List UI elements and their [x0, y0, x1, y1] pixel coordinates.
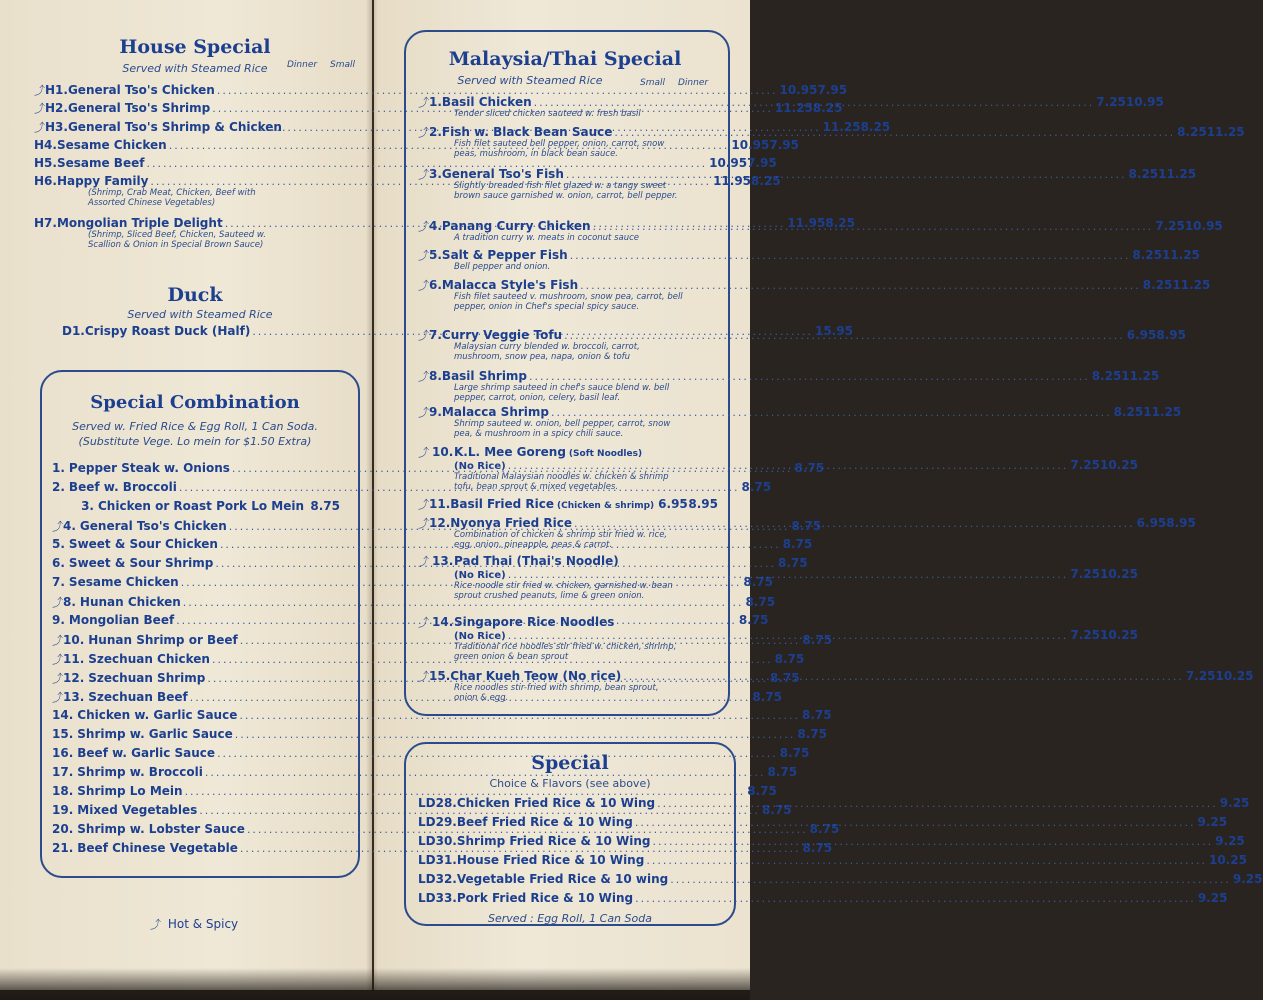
item-price: 8.75: [791, 519, 822, 533]
malaysia-thai-subtitle: Served with Steamed Rice: [457, 74, 603, 87]
item-name: Hunan Chicken: [79, 595, 181, 609]
chili-pepper-icon: ⤴: [418, 616, 429, 629]
item-tag: (Soft Noodles): [568, 449, 643, 459]
special-footer: Served : Egg Roll, 1 Can Soda: [488, 912, 652, 925]
item-name: Happy Family: [56, 174, 149, 188]
item-price: 8.75: [777, 556, 808, 570]
leader-dots: [508, 629, 1069, 642]
item-name: Shrimp w. Lobster Sauce: [77, 822, 245, 836]
chili-pepper-icon: ⤴: [418, 370, 429, 383]
thai-item-6[interactable]: [418, 277, 1211, 293]
thai-item-8[interactable]: [418, 368, 1160, 384]
item-name: Crispy Roast Duck (Half): [84, 324, 251, 338]
item-code: H7.: [34, 216, 57, 230]
item-price-dinner: 10.95: [779, 83, 818, 97]
item-name: Shrimp w. Broccoli: [77, 765, 203, 779]
item-name: General Tso's Chicken: [67, 83, 215, 97]
item-price-small: 8.25: [1132, 248, 1162, 262]
combo-item-17[interactable]: [52, 765, 798, 779]
combo-item-14[interactable]: [52, 708, 832, 722]
item-code: 11.: [429, 497, 451, 511]
item-code: 3.: [429, 167, 442, 181]
mt-col-small: Small: [640, 78, 665, 88]
chili-pepper-icon: ⤴: [52, 520, 63, 533]
leader-dots: [566, 168, 1127, 181]
item-price-dinner: 11.25: [1158, 167, 1197, 181]
item-name: Mongolian Triple Delight: [56, 216, 223, 230]
item-name: Mixed Vegetables: [77, 803, 198, 817]
item-name: Salt & Pepper Fish: [441, 248, 568, 262]
leader-dots: [564, 329, 1125, 342]
special-item-ld32[interactable]: [418, 872, 1263, 886]
item-extra: (No Rice): [454, 570, 506, 581]
item-name: Sweet & Sour Shrimp: [68, 556, 214, 570]
item-price: 9.25: [1197, 891, 1228, 905]
item-price: 8.75: [738, 613, 769, 627]
item-code: LD31.: [418, 853, 457, 867]
item-code: H3.: [45, 120, 68, 134]
item-name: Hunan Shrimp or Beef: [88, 633, 238, 647]
legend-label: Hot & Spicy: [167, 917, 239, 931]
chili-pepper-icon: ⤴: [418, 126, 429, 139]
item-name: Pad Thai (Thai's Noodle): [454, 554, 619, 568]
item-description: Traditional rice noodles stir fried w. chicken, shrimp, green onion & bean sprout: [454, 642, 677, 662]
chili-pepper-icon: ⤴: [418, 329, 429, 342]
item-name: Beef w. Garlic Sauce: [77, 746, 216, 760]
item-price: 15.95: [814, 324, 853, 338]
chili-pepper-icon: ⤴: [34, 102, 45, 115]
item-code: 13.: [63, 690, 85, 704]
item-name: Beef Fried Rice & 10 Wing: [456, 815, 633, 829]
item-description: Fish filet sauteed bell pepper, onion, carrot, snow peas, mushroom, in black bean sauce.: [454, 139, 665, 159]
item-name: Char Kueh Teow (No rice): [450, 669, 622, 683]
item-price-small: 8.25: [1128, 167, 1159, 181]
leader-dots: [574, 517, 1135, 530]
chili-pepper-icon: ⤴: [418, 670, 429, 683]
item-description: Slightly breaded fish filet glazed w. a tangy sweet brown sauce garnished w. onion, carrot, bell pepper.: [454, 181, 678, 201]
item-price-small: 8.25: [1091, 369, 1122, 383]
item-code: 1.: [429, 95, 442, 109]
special-item-ld33[interactable]: [418, 891, 1228, 905]
item-description: Large shrimp sauteed in chef's sauce blend w. bell pepper, carrot, onion, celery, basil leaf.: [454, 383, 670, 403]
duck-subtitle: Served with Steamed Rice: [127, 308, 273, 321]
chili-pepper-icon: ⤴: [418, 498, 429, 511]
item-name: Sesame Chicken: [56, 138, 167, 152]
item-name: Malacca Style's Fish: [441, 278, 579, 292]
leader-dots: [534, 96, 1095, 109]
item-price-dinner: 8.95: [1166, 516, 1196, 530]
item-code: H2.: [45, 101, 68, 115]
item-code: 5.: [429, 248, 442, 262]
item-extra: (No Rice): [454, 631, 506, 642]
item-name: Shrimp Lo Mein: [77, 784, 183, 798]
thai-item-11[interactable]: [418, 496, 718, 512]
combo-item-3[interactable]: [52, 499, 340, 513]
item-code: LD28.: [418, 796, 457, 810]
chili-pepper-icon: ⤴: [52, 634, 63, 647]
item-price: 8.75: [779, 746, 810, 760]
item-price: 10.25: [1208, 853, 1247, 867]
item-price-dinner: 11.25: [1161, 248, 1200, 262]
item-price: 8.75: [741, 480, 772, 494]
leader-dots: [635, 816, 1196, 829]
leader-dots: [508, 459, 1069, 472]
item-name: Sesame Beef: [56, 156, 145, 170]
item-description: Bell pepper and onion.: [454, 262, 551, 272]
item-price-small: 8.25: [751, 174, 781, 188]
item-name: General Tso's Shrimp & Chicken: [67, 120, 282, 134]
thai-item-9[interactable]: [418, 404, 1182, 420]
item-price-dinner: 10.95: [1125, 95, 1164, 109]
item-price-small: 8.25: [860, 120, 891, 134]
item-price-dinner: 10.25: [1099, 628, 1138, 642]
combo-item-15[interactable]: [52, 727, 827, 741]
item-code: LD33.: [418, 891, 457, 905]
item-code: 3.: [81, 499, 94, 513]
item-price: 8.75: [809, 822, 840, 836]
leader-dots: [614, 126, 1175, 139]
item-code: 6.: [429, 278, 442, 292]
item-name: K.L. Mee Goreng: [454, 445, 566, 459]
item-description: (Shrimp, Sliced Beef, Chicken, Sauteed w. Scallion & Onion in Special Brown Sauce): [88, 230, 266, 250]
item-code: 17.: [52, 765, 74, 779]
item-price: 8.75: [745, 595, 776, 609]
item-price: 8.75: [761, 803, 792, 817]
item-price-small: 8.25: [1177, 125, 1207, 139]
item-price: 9.25: [1215, 834, 1245, 848]
item-price-small: 8.25: [1142, 278, 1173, 292]
menu-item-h5[interactable]: [34, 156, 777, 170]
hot-spicy-legend: [150, 916, 238, 932]
item-price-dinner: 11.25: [1121, 369, 1160, 383]
item-price-dinner: 8.95: [688, 497, 718, 511]
item-price-small: 7.95: [747, 156, 777, 170]
chili-pepper-icon: ⤴: [418, 406, 429, 419]
item-price: 8.75: [767, 765, 798, 779]
item-name: Malacca Shrimp: [441, 405, 549, 419]
item-price-dinner: 11.95: [787, 216, 826, 230]
combo-subtitle-2: (Substitute Vege. Lo mein for $1.50 Extra): [78, 435, 312, 448]
item-price: 8.75: [774, 652, 805, 666]
item-price-dinner: 10.95: [1184, 219, 1223, 233]
thai-item-2[interactable]: [418, 124, 1245, 140]
special-title: Special: [531, 752, 609, 774]
item-description: Tender sliced chicken sauteed w. fresh basil: [454, 109, 641, 119]
chili-pepper-icon: ⤴: [418, 220, 429, 233]
house-special-subtitle: Served with Steamed Rice: [122, 62, 268, 75]
item-description: Malaysian curry blended w. broccoli, carrot, mushroom, snow pea, napa, onion & tofu: [454, 342, 640, 362]
item-price-small: 6.95: [1126, 328, 1157, 342]
chili-pepper-icon: ⤴: [34, 121, 45, 134]
item-price-dinner: 11.25: [1206, 125, 1245, 139]
item-price-small: 7.25: [1096, 95, 1126, 109]
item-price-small: 7.95: [817, 83, 848, 97]
item-description: Combination of chicken & shrimp stir fried w. rice, egg, onion, pineapple, peas & carrot.: [454, 530, 668, 550]
item-name: Curry Veggie Tofu: [441, 328, 563, 342]
item-price: 8.75: [747, 784, 777, 798]
item-description: Fish filet sauteed v. mushroom, snow pea, carrot, bell pepper, onion in Chef's special spicy sauce.: [454, 292, 683, 312]
item-price-small: 7.25: [1070, 567, 1100, 581]
combo-item-8[interactable]: [52, 594, 776, 610]
leader-dots: [508, 568, 1069, 581]
item-name: Pepper Steak w. Onions: [68, 461, 230, 475]
item-price-dinner: 10.95: [709, 156, 748, 170]
item-code: 14.: [432, 615, 454, 629]
leader-dots: [580, 279, 1141, 292]
item-name: Szechuan Shrimp: [88, 671, 206, 685]
item-price-dinner: 11.25: [774, 101, 813, 115]
item-code: 13.: [432, 554, 454, 568]
item-name: Shrimp w. Garlic Sauce: [77, 727, 233, 741]
item-code: 5.: [52, 537, 65, 551]
item-name: Chicken or Roast Pork Lo Mein: [98, 499, 304, 513]
item-name: Basil Chicken: [441, 95, 532, 109]
item-price-small: 7.25: [1070, 628, 1100, 642]
item-extra: (No Rice): [454, 461, 506, 472]
leader-dots: [570, 249, 1131, 262]
combo-subtitle-1: Served w. Fried Rice & Egg Roll, 1 Can Soda.: [72, 420, 318, 433]
item-name: Fish w. Black Bean Sauce: [441, 125, 613, 139]
item-price-small: 8.25: [812, 101, 843, 115]
item-code: 14.: [52, 708, 74, 722]
thai-item-5[interactable]: [418, 247, 1200, 263]
item-code: 12.: [429, 516, 451, 530]
chili-pepper-icon: ⤴: [418, 555, 429, 568]
item-description: Shrimp sauteed w. onion, bell pepper, carrot, snow pea, & mushroom in a spicy chili sauce.: [454, 419, 671, 439]
item-code: 10.: [432, 445, 454, 459]
item-description: (Shrimp, Crab Meat, Chicken, Beef with Assorted Chinese Vegetables): [88, 188, 256, 208]
leader-dots: [653, 835, 1214, 848]
item-price-small: 8.25: [825, 216, 855, 230]
item-price-dinner: 10.25: [1099, 567, 1138, 581]
item-name: Pork Fried Rice & 10 Wing: [456, 891, 634, 905]
item-code: 7.: [52, 575, 65, 589]
item-code: 2.: [429, 125, 442, 139]
malaysia-thai-title: Malaysia/Thai Special: [448, 48, 682, 70]
chili-pepper-icon: ⤴: [418, 446, 429, 459]
item-price: 8.75: [310, 499, 340, 513]
item-code: 19.: [52, 803, 74, 817]
chili-pepper-icon: ⤴: [418, 249, 429, 262]
item-name: Sesame Chicken: [68, 575, 179, 589]
chili-pepper-icon: ⤴: [52, 596, 63, 609]
item-code: 6.: [52, 556, 65, 570]
item-name: Shrimp Fried Rice & 10 Wing: [456, 834, 651, 848]
chili-pepper-icon: ⤴: [418, 168, 429, 181]
item-code: H5.: [34, 156, 57, 170]
item-name: Basil Shrimp: [441, 369, 528, 383]
item-price-dinner: 10.25: [1099, 458, 1138, 472]
item-price-dinner: 10.25: [1215, 669, 1254, 683]
item-price-small: 6.95: [658, 497, 688, 511]
leader-dots: [235, 728, 796, 741]
item-code: 8.: [429, 369, 442, 383]
item-price: 8.75: [743, 575, 773, 589]
chili-pepper-icon: ⤴: [418, 517, 429, 530]
item-price-dinner: 11.25: [822, 120, 861, 134]
item-price: 8.75: [770, 671, 800, 685]
leader-dots: [551, 406, 1112, 419]
item-code: 12.: [63, 671, 85, 685]
item-description: Traditional Malaysian noodles w. chicken & shrimp tofu, bean sprout & mixed vegetables.: [454, 472, 669, 492]
leader-dots: [646, 854, 1207, 867]
item-price-dinner: 10.95: [731, 138, 770, 152]
item-code: LD30.: [418, 834, 457, 848]
table-edge: [0, 968, 750, 1000]
item-price: 9.25: [1197, 815, 1228, 829]
item-code: 10.: [63, 633, 85, 647]
item-price-small: 6.95: [1136, 516, 1167, 530]
item-code: LD32.: [418, 872, 457, 886]
item-description: Rice noodle stir fried w. chicken, garnished w. bean sprout crushed peanuts, lime & green onion.: [454, 581, 673, 601]
item-code: H6.: [34, 174, 57, 188]
item-code: 4.: [63, 519, 76, 533]
item-name: Nyonya Fried Rice: [450, 516, 572, 530]
item-code: 8.: [63, 595, 76, 609]
item-code: 15.: [52, 727, 74, 741]
leader-dots: [529, 370, 1090, 383]
item-code: 20.: [52, 822, 74, 836]
item-name: Beef Chinese Vegetable: [77, 841, 238, 855]
duck-title: Duck: [167, 284, 223, 306]
item-price: 8.75: [782, 537, 813, 551]
chili-pepper-icon: ⤴: [418, 96, 429, 109]
item-price: 8.75: [802, 841, 833, 855]
item-price-small: 7.25: [1155, 219, 1185, 233]
item-price-small: 7.95: [769, 138, 799, 152]
special-subtitle: Choice & Flavors (see above): [489, 777, 651, 790]
house-col-small: Small: [330, 60, 355, 70]
item-code: 18.: [52, 784, 74, 798]
item-price: 8.75: [797, 727, 827, 741]
item-name: Szechuan Beef: [88, 690, 188, 704]
item-name: Chicken w. Garlic Sauce: [77, 708, 238, 722]
item-code: 4.: [429, 219, 442, 233]
item-code: 7.: [429, 328, 442, 342]
item-name: Beef w. Broccoli: [68, 480, 177, 494]
chili-pepper-icon: ⤴: [418, 279, 429, 292]
item-code: 11.: [63, 652, 85, 666]
item-tag: (Chicken & shrimp): [557, 501, 655, 511]
item-price: 8.75: [752, 690, 782, 704]
leader-dots: [657, 797, 1218, 810]
combo-item-18[interactable]: [52, 784, 777, 798]
item-description: A tradition curry w. meats in coconut sauce: [454, 233, 640, 243]
item-price-dinner: 11.25: [1143, 405, 1182, 419]
item-name: General Tso's Fish: [441, 167, 564, 181]
chili-pepper-icon: ⤴: [52, 691, 63, 704]
item-code: H1.: [45, 83, 68, 97]
item-price-dinner: 11.95: [713, 174, 752, 188]
item-code: 16.: [52, 746, 74, 760]
item-price: 9.25: [1232, 872, 1263, 886]
item-code: LD29.: [418, 815, 457, 829]
special-item-ld31[interactable]: [418, 853, 1247, 867]
item-name: Mongolian Beef: [68, 613, 175, 627]
item-code: 15.: [429, 669, 451, 683]
house-col-dinner: Dinner: [287, 60, 318, 70]
item-price: 9.25: [1219, 796, 1250, 810]
house-special-title: House Special: [119, 36, 271, 58]
item-name: Basil Fried Rice: [450, 497, 555, 511]
chili-pepper-icon: ⤴: [52, 672, 63, 685]
item-name: House Fried Rice & 10 Wing: [456, 853, 645, 867]
thai-item-price-row[interactable]: [454, 567, 1138, 581]
item-code: D1.: [62, 324, 85, 338]
leader-dots: [670, 873, 1231, 886]
item-name: General Tso's Shrimp: [67, 101, 211, 115]
item-code: 1.: [52, 461, 65, 475]
chili-pepper-icon: ⤴: [52, 653, 63, 666]
item-code: 9.: [429, 405, 442, 419]
item-name: Sweet & Sour Chicken: [68, 537, 218, 551]
leader-dots: [623, 670, 1184, 683]
chili-pepper-icon: ⤴: [150, 918, 161, 931]
item-name: General Tso's Chicken: [79, 519, 227, 533]
item-name: Vegetable Fried Rice & 10 wing: [456, 872, 669, 886]
item-name: Panang Curry Chicken: [441, 219, 591, 233]
combo-item-16[interactable]: [52, 746, 810, 760]
item-price: 8.75: [802, 708, 832, 722]
leader-dots: [593, 220, 1154, 233]
item-code: 2.: [52, 480, 65, 494]
item-price-small: 8.25: [1113, 405, 1144, 419]
item-price: 8.75: [802, 633, 832, 647]
item-description: Rice noodles stir-fried with shrimp, bean sprout, onion & egg.: [454, 683, 659, 703]
leader-dots: [635, 892, 1196, 905]
item-price-dinner: 11.25: [1172, 278, 1211, 292]
item-price-small: 7.25: [1185, 669, 1216, 683]
mt-col-dinner: Dinner: [678, 78, 709, 88]
item-price-small: 7.25: [1070, 458, 1100, 472]
item-code: 9.: [52, 613, 65, 627]
item-name: Szechuan Chicken: [88, 652, 210, 666]
item-name: Chicken Fried Rice & 10 Wing: [456, 796, 656, 810]
item-name: Singapore Rice Noodles: [454, 615, 615, 629]
combo-title: Special Combination: [90, 392, 300, 413]
chili-pepper-icon: ⤴: [34, 84, 45, 97]
item-price-dinner: 8.95: [1156, 328, 1186, 342]
item-code: H4.: [34, 138, 57, 152]
item-price: 8.75: [794, 461, 825, 475]
item-code: 21.: [52, 841, 74, 855]
